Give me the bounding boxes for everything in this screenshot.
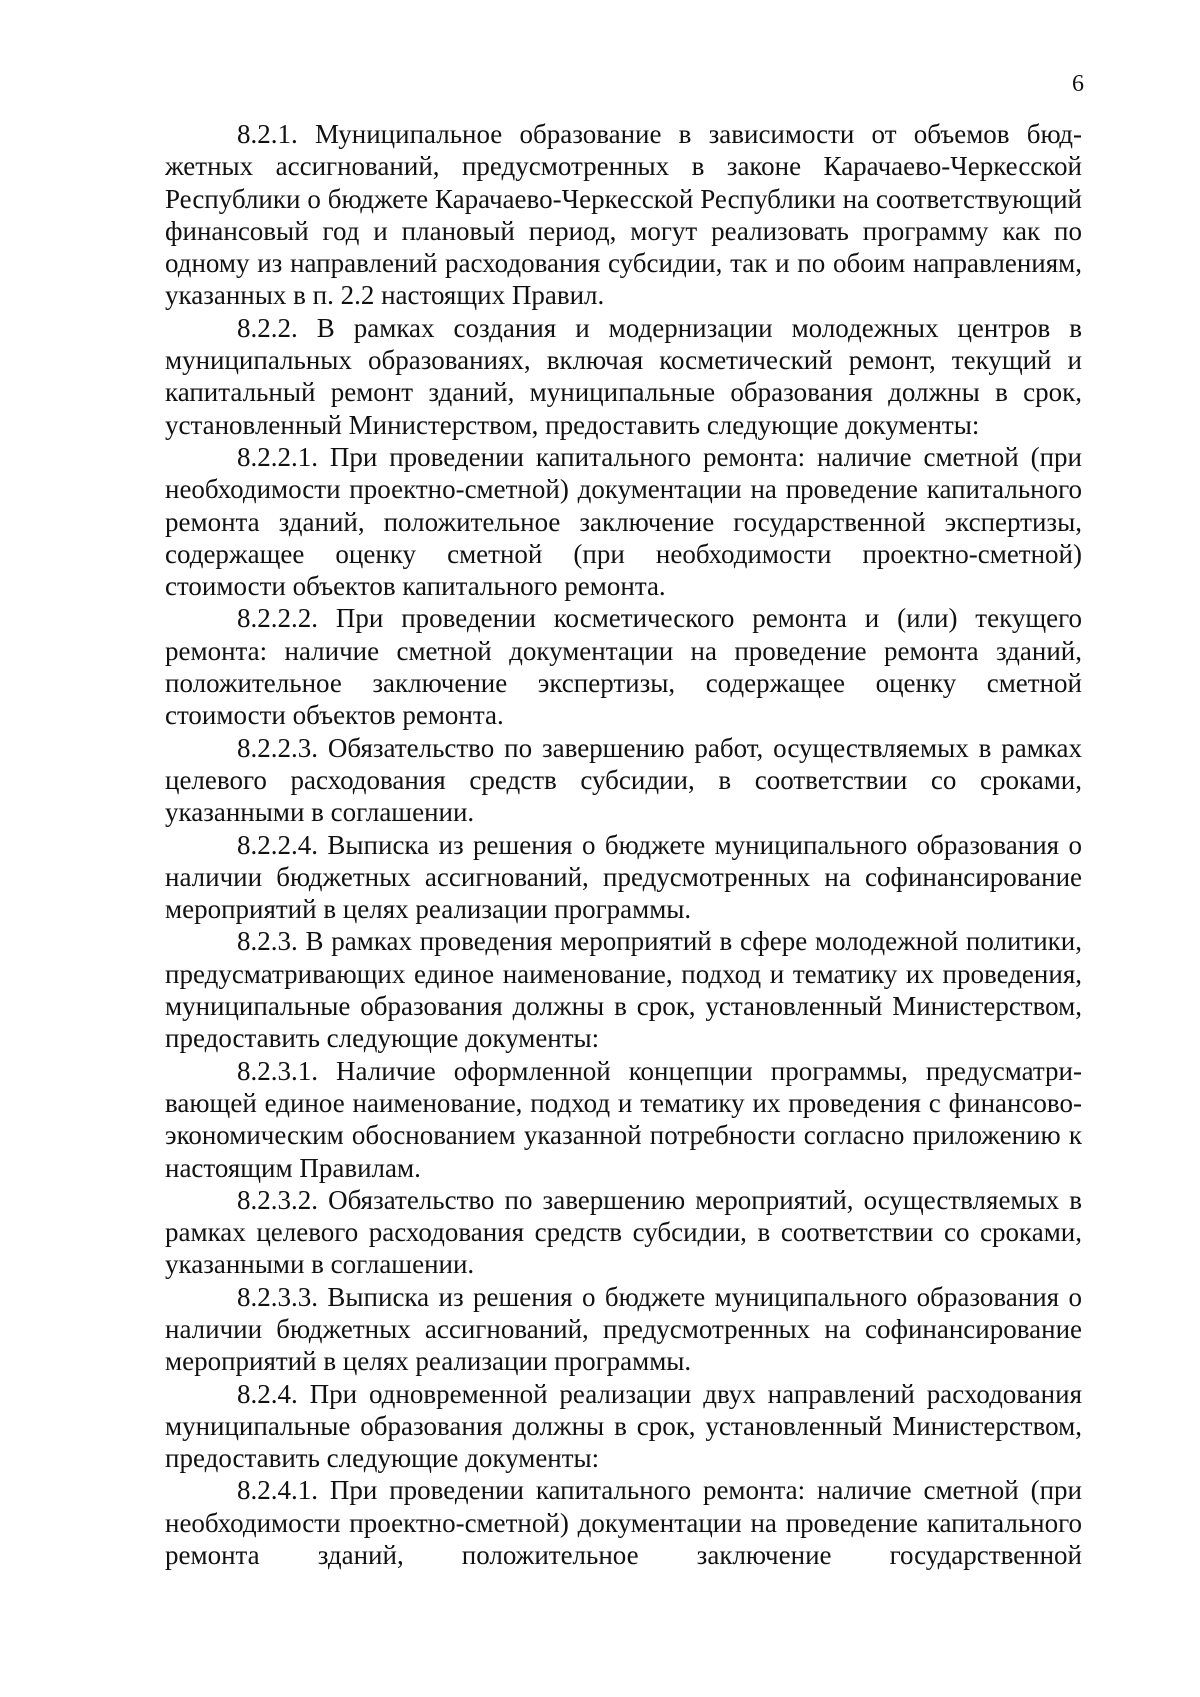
paragraph-8-2-4: 8.2.4. При одновременной реализации двух направлений расходования муниципальные образования должны в срок, установленный Министерством, предоставить следующие документы:: [165, 1378, 1082, 1474]
paragraph-8-2-2: 8.2.2. В рамках создания и модернизации молодежных центров в муниципальных образованиях, включая косметический ремонт, текущий и капитальный ремонт зданий, муниципальные образования должны в срок, установленный Министерством, предоставить следующие документы:: [165, 312, 1082, 440]
paragraph-8-2-3-2: 8.2.3.2. Обязательство по завершению мероприятий, осуществляемых в рамках целевого расходования средств субсидии, в соответствии со сроками, указанными в соглашении.: [165, 1184, 1082, 1280]
paragraph-8-2-3-1: 8.2.3.1. Наличие оформленной концепции программы, предусматривающей единое наименование, подход и тематику их проведения с финансово-экономическим обоснованием указанной потребности согласно приложению к настоящим Правилам.: [165, 1055, 1082, 1183]
paragraph-8-2-2-2: 8.2.2.2. При проведении косметического ремонта и (или) текущего ремонта: наличие сметной документации на проведение ремонта зданий, положительное заключение экспертизы, содержащее оценку сметной стоимости объектов ремонта.: [165, 603, 1082, 731]
paragraph-8-2-1: 8.2.1. Муниципальное образование в зависимости от объемов бюджетных ассигнований, предусмотренных в законе Карачаево-Черкесской Республики о бюджете Карачаево-Черкесской Республики на соответствующий финансовый год и плановый период, могут реализовать программу как по одному из направлений расходования субсидии, так и по обоим направлениям, указанных в п. 2.2 настоящих Правил.: [165, 119, 1082, 311]
paragraph-8-2-4-1: 8.2.4.1. При проведении капитального ремонта: наличие сметной (при необходимости проектно-сметной) документации на проведение капитального ремонта зданий, положительное заключение государственной: [165, 1475, 1082, 1571]
page-number: 6: [1072, 71, 1084, 97]
paragraph-8-2-3: 8.2.3. В рамках проведения мероприятий в сфере молодежной политики, предусматривающих единое наименование, подход и тематику их проведения, муниципальные образования должны в срок, установленный Министерством, предоставить следующие документы:: [165, 926, 1082, 1054]
paragraph-8-2-2-3: 8.2.2.3. Обязательство по завершению работ, осуществляемых в рамках целевого расходования средств субсидии, в соответствии со сроками, указанными в соглашении.: [165, 732, 1082, 828]
paragraph-8-2-3-3: 8.2.3.3. Выписка из решения о бюджете муниципального образования о наличии бюджетных ассигнований, предусмотренных на софинансирование мероприятий в целях реализации программы.: [165, 1281, 1082, 1377]
paragraph-8-2-2-1: 8.2.2.1. При проведении капитального ремонта: наличие сметной (при необходимости проектно-сметной) документации на проведение капитального ремонта зданий, положительное заключение государственной экспертизы, содержащее оценку сметной (при необходимости проектно-сметной) стоимости объектов капитального ремонта.: [165, 441, 1082, 602]
paragraph-8-2-2-4: 8.2.2.4. Выписка из решения о бюджете муниципального образования о наличии бюджетных ассигнований, предусмотренных на софинансирование мероприятий в целях реализации программы.: [165, 829, 1082, 925]
document-body: [165, 118, 1082, 1571]
